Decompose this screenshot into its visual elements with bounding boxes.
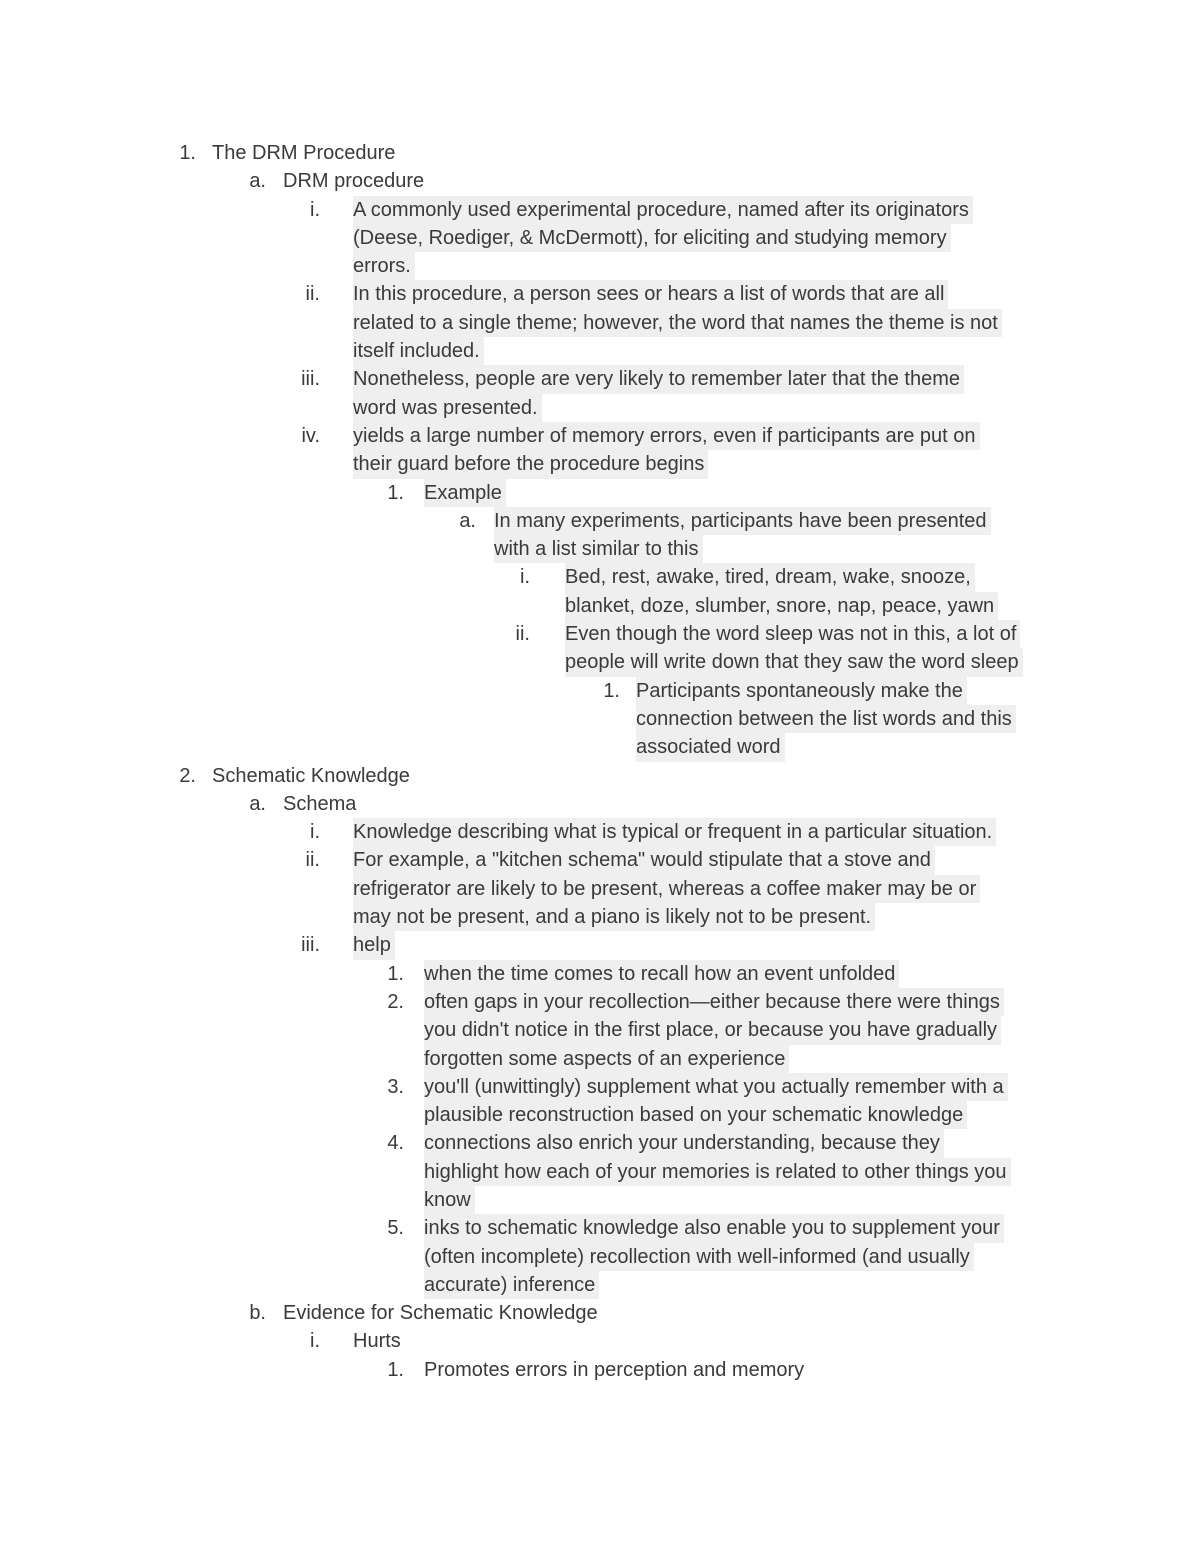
list-marker: iii.: [301, 368, 320, 391]
list-item-text: In many experiments, participants have been presented: [494, 507, 991, 535]
list-marker: ii.: [305, 849, 320, 872]
list-item-text: people will write down that they saw the word sleep: [565, 648, 1023, 676]
list-item-text: A commonly used experimental procedure, named after its originators: [353, 196, 973, 224]
list-item-text: associated word: [636, 733, 785, 761]
list-item-text: highlight how each of your memories is related to other things you: [424, 1158, 1011, 1186]
outline-line: [0, 875, 1200, 903]
outline-line: [0, 337, 1200, 365]
list-item-text: accurate) inference: [424, 1271, 599, 1299]
list-item-text: The DRM Procedure: [212, 142, 396, 164]
outline-line: [0, 733, 1200, 761]
list-item-text: inks to schematic knowledge also enable you to supplement your: [424, 1214, 1004, 1242]
list-marker: ii.: [515, 623, 530, 646]
outline-line: [0, 167, 1200, 195]
outline-line: [0, 620, 1200, 648]
outline-line: [0, 365, 1200, 393]
list-item-text: Bed, rest, awake, tired, dream, wake, snooze,: [565, 563, 975, 591]
list-marker: i.: [310, 821, 320, 844]
list-item-text: Example: [424, 479, 506, 507]
list-item-text: know: [424, 1186, 475, 1214]
list-item-text: their guard before the procedure begins: [353, 450, 708, 478]
list-item-text: DRM procedure: [283, 170, 425, 193]
outline-line: [0, 1016, 1200, 1044]
list-item-text: Nonetheless, people are very likely to remember later that the theme: [353, 365, 964, 393]
outline-line: [0, 450, 1200, 478]
list-item-text: (Deese, Roediger, & McDermott), for eliciting and studying memory: [353, 224, 951, 252]
outline-line: [0, 309, 1200, 337]
list-item-text: may not be present, and a piano is likely not to be present.: [353, 903, 875, 931]
list-marker: 1.: [603, 679, 620, 702]
list-item-text: blanket, doze, slumber, snore, nap, peace, yawn: [565, 592, 998, 620]
outline-line: [0, 1073, 1200, 1101]
list-marker: 3.: [387, 1075, 404, 1098]
list-item-text: errors.: [353, 252, 415, 280]
list-item-text: Participants spontaneously make the: [636, 677, 967, 705]
outline-line: [0, 252, 1200, 280]
outline-line: [0, 988, 1200, 1016]
list-item-text: (often incomplete) recollection with well-informed (and usually: [424, 1243, 974, 1271]
outline-line: [0, 1327, 1200, 1355]
outline-line: [0, 422, 1200, 450]
outline-line: [0, 563, 1200, 591]
outline-line: [0, 479, 1200, 507]
list-marker: 1.: [387, 1358, 404, 1381]
list-item-text: yields a large number of memory errors, even if participants are put on: [353, 422, 980, 450]
outline-line: [0, 1101, 1200, 1129]
outline-line: [0, 1356, 1200, 1384]
outline-line: [0, 592, 1200, 620]
outline-line: [0, 1271, 1200, 1299]
list-item-text: connections also enrich your understanding, because they: [424, 1129, 944, 1157]
outline-line: [0, 280, 1200, 308]
outline-line: [0, 1129, 1200, 1157]
outline-line: [0, 818, 1200, 846]
list-marker: 1.: [179, 142, 196, 164]
outline-line: [0, 1158, 1200, 1186]
outline-line: [0, 677, 1200, 705]
list-marker: 1.: [387, 962, 404, 985]
list-marker: i.: [520, 566, 530, 589]
list-item-text: Promotes errors in perception and memory: [424, 1358, 805, 1381]
outline-line: [0, 705, 1200, 733]
list-item-text: Even though the word sleep was not in this, a lot of: [565, 620, 1020, 648]
outline-line: [0, 846, 1200, 874]
list-marker: a.: [249, 792, 266, 815]
outline-line: [0, 762, 1200, 790]
outline-line: [0, 960, 1200, 988]
list-marker: i.: [310, 1330, 320, 1353]
outline-line: [0, 224, 1200, 252]
outline-line: [0, 903, 1200, 931]
list-item-text: refrigerator are likely to be present, whereas a coffee maker may be or: [353, 875, 980, 903]
outline-line: [0, 1214, 1200, 1242]
outline-line: [0, 931, 1200, 959]
list-item-text: word was presented.: [353, 394, 542, 422]
list-marker: 4.: [387, 1132, 404, 1155]
list-item-text: Evidence for Schematic Knowledge: [283, 1302, 598, 1325]
outline-line: [0, 1045, 1200, 1073]
list-item-text: you didn't notice in the first place, or because you have gradually: [424, 1016, 1001, 1044]
list-item-text: help: [353, 931, 395, 959]
outline-line: [0, 648, 1200, 676]
list-item-text: Hurts: [353, 1330, 401, 1353]
list-marker: a.: [459, 509, 476, 532]
outline-line: [0, 790, 1200, 818]
list-marker: 2.: [387, 990, 404, 1013]
outline-line: [0, 535, 1200, 563]
outline-line: [0, 1299, 1200, 1327]
list-item-text: itself included.: [353, 337, 484, 365]
list-item-text: plausible reconstruction based on your schematic knowledge: [424, 1101, 967, 1129]
list-item-text: connection between the list words and this: [636, 705, 1016, 733]
outline-line: [0, 394, 1200, 422]
outline-line: [0, 1186, 1200, 1214]
list-item-text: often gaps in your recollection—either because there were things: [424, 988, 1004, 1016]
outline-line: [0, 196, 1200, 224]
list-item-text: In this procedure, a person sees or hears a list of words that are all: [353, 280, 948, 308]
list-item-text: related to a single theme; however, the word that names the theme is not: [353, 309, 1002, 337]
list-marker: b.: [249, 1302, 266, 1325]
list-marker: iii.: [301, 934, 320, 957]
outline-line: [0, 507, 1200, 535]
list-item-text: you'll (unwittingly) supplement what you actually remember with a: [424, 1073, 1008, 1101]
list-marker: i.: [310, 198, 320, 221]
list-item-text: Knowledge describing what is typical or frequent in a particular situation.: [353, 818, 996, 846]
list-marker: ii.: [305, 283, 320, 306]
document-outline: [0, 139, 1200, 1384]
list-item-text: with a list similar to this: [494, 535, 703, 563]
list-marker: iv.: [301, 424, 320, 447]
list-marker: 5.: [387, 1217, 404, 1240]
list-item-text: For example, a "kitchen schema" would stipulate that a stove and: [353, 846, 935, 874]
list-item-text: forgotten some aspects of an experience: [424, 1045, 789, 1073]
list-marker: 2.: [179, 764, 196, 787]
outline-line: [0, 1243, 1200, 1271]
outline-line: [0, 139, 1200, 167]
list-item-text: when the time comes to recall how an event unfolded: [424, 960, 899, 988]
list-item-text: Schematic Knowledge: [212, 764, 410, 787]
list-item-text: Schema: [283, 792, 357, 815]
list-marker: a.: [249, 170, 266, 193]
list-marker: 1.: [387, 481, 404, 504]
